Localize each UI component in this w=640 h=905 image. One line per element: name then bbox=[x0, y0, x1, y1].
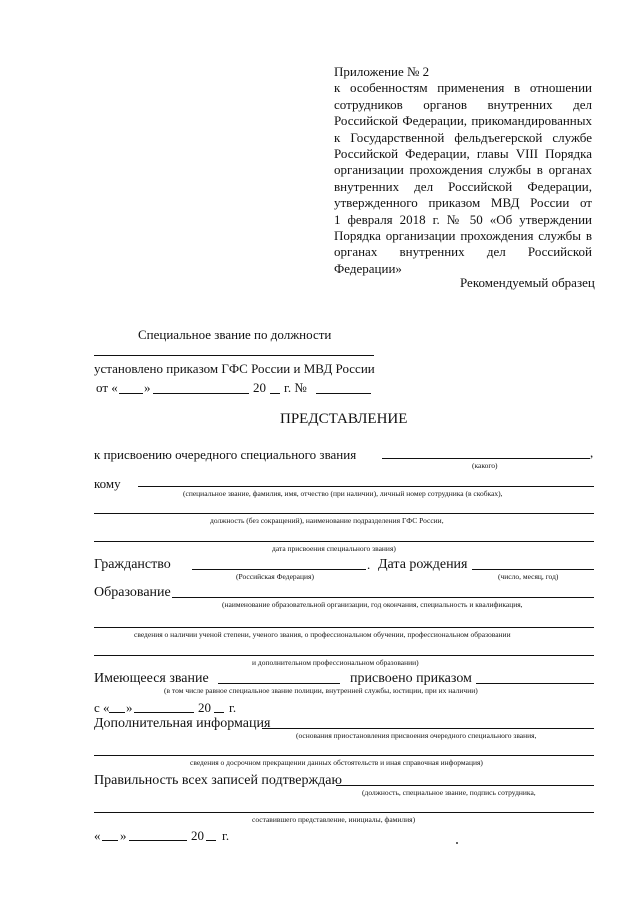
speck-mark bbox=[456, 842, 458, 844]
from-year-suffix: г. № bbox=[284, 380, 307, 395]
from-day-line[interactable] bbox=[119, 393, 143, 394]
degree-line[interactable] bbox=[94, 627, 594, 628]
caption-date-assigned: дата присвоения специального звания) bbox=[272, 544, 396, 553]
existing-rank-label: Имеющееся звание bbox=[94, 671, 209, 686]
caption-compiler: составившего представление, инициалы, фамилия) bbox=[252, 815, 416, 824]
c-month-line[interactable] bbox=[134, 712, 194, 713]
established-by-order: установлено приказом ГФС России и МВД России bbox=[94, 361, 375, 376]
which-rank-line[interactable] bbox=[382, 458, 590, 459]
appendix-line: сотрудников органов внутренних дел bbox=[334, 96, 592, 112]
caption-dmy: (число, месяц, год) bbox=[498, 572, 559, 581]
from-year-line[interactable] bbox=[270, 393, 280, 394]
c-year-suffix: г. bbox=[229, 700, 237, 715]
appendix-title: Приложение № 2 bbox=[334, 64, 430, 79]
education-label: Образование bbox=[94, 585, 171, 600]
compiler-line[interactable] bbox=[94, 812, 594, 813]
caption-additional-edu: и дополнительном профессиональном образовании) bbox=[252, 658, 419, 667]
assign-rank-label: к присвоению очередного специального звания bbox=[94, 447, 357, 462]
to-whom-line[interactable] bbox=[138, 486, 594, 487]
bottom-month-line[interactable] bbox=[129, 840, 187, 841]
confirm-label: Правильность всех записей подтверждаю bbox=[94, 773, 342, 788]
assigned-by-order-label: присвоено приказом bbox=[350, 671, 472, 686]
appendix-line: к Государственной фельдъегерской службе bbox=[334, 129, 592, 145]
appendix-line: Порядка организации прохождения службы в bbox=[334, 228, 592, 244]
appendix-line: Федерации» bbox=[334, 260, 402, 276]
birth-date-line[interactable] bbox=[472, 569, 594, 570]
caption-degree: сведения о наличии ученой степени, ученого звания, о профессиональном обучении, профессиональном образовании bbox=[134, 630, 511, 639]
early-termination-line[interactable] bbox=[94, 755, 594, 756]
assigned-order-line[interactable] bbox=[476, 683, 594, 684]
sample-label: Рекомендуемый образец bbox=[460, 275, 595, 290]
appendix-line: внутренних дел Российской Федерации, bbox=[334, 178, 592, 194]
page-title: ПРЕДСТАВЛЕНИЕ bbox=[280, 411, 408, 427]
bottom-year-suffix: г. bbox=[222, 828, 230, 843]
appendix-line: органах внутренних дел Российской bbox=[334, 244, 592, 260]
bottom-open-quote: « bbox=[94, 828, 101, 843]
bottom-year-line[interactable] bbox=[206, 840, 216, 841]
caption-rank-name: (специальное звание, фамилия, имя, отчество (при наличии), личный номер сотрудника (в скобках), bbox=[183, 489, 503, 498]
c-year: 20 bbox=[198, 700, 211, 715]
comma: , bbox=[590, 445, 594, 460]
from-quote-close: » bbox=[144, 380, 151, 395]
appendix-line: Российской Федерации, прикомандированных bbox=[334, 113, 592, 129]
from-number-line[interactable] bbox=[316, 393, 371, 394]
education-line[interactable] bbox=[172, 597, 594, 598]
confirm-line[interactable] bbox=[336, 785, 594, 786]
appendix-block bbox=[334, 64, 592, 277]
existing-rank-line[interactable] bbox=[218, 683, 340, 684]
from-month-line[interactable] bbox=[153, 393, 249, 394]
c-prefix: с « bbox=[94, 700, 110, 715]
caption-equal-rank: (в том числе равное специальное звание полиции, внутренней службы, юстиции, при их наличии) bbox=[164, 686, 478, 695]
caption-suspension: (основания приостановления присвоения очередного специального звания, bbox=[296, 731, 537, 740]
from-prefix: от « bbox=[96, 380, 118, 395]
caption-position: должность (без сокращений), наименование подразделения ГФС России, bbox=[210, 516, 444, 525]
bottom-year: 20 bbox=[191, 828, 204, 843]
position-line[interactable] bbox=[94, 513, 594, 514]
c-year-line[interactable] bbox=[214, 712, 224, 713]
appendix-line: к особенностям применения в отношении bbox=[334, 80, 592, 96]
date-assigned-line[interactable] bbox=[94, 541, 594, 542]
appendix-line: организации прохождения службы в органах bbox=[334, 162, 592, 178]
citizenship-line[interactable] bbox=[192, 569, 366, 570]
caption-rf: (Российская Федерация) bbox=[236, 572, 314, 581]
caption-edu-org: (наименование образовательной организации, год окончания, специальность и квалификация, bbox=[222, 600, 523, 609]
caption-position-signature: (должность, специальное звание, подпись сотрудника, bbox=[362, 788, 536, 797]
period: . bbox=[367, 557, 371, 572]
from-year: 20 bbox=[253, 380, 266, 395]
caption-which: (какого) bbox=[472, 461, 498, 470]
citizenship-label: Гражданство bbox=[94, 557, 171, 572]
rank-line[interactable] bbox=[94, 355, 374, 356]
bottom-close-quote: » bbox=[120, 828, 127, 843]
to-whom-label: кому bbox=[94, 476, 121, 491]
c-quote-close: » bbox=[126, 700, 133, 715]
additional-edu-line[interactable] bbox=[94, 655, 594, 656]
bottom-day-line[interactable] bbox=[102, 840, 118, 841]
additional-info-line[interactable] bbox=[262, 728, 594, 729]
caption-early-termination: сведения о досрочном прекращении данных обстоятельств и иная справочная информация) bbox=[190, 758, 483, 767]
appendix-line: 1 февраля 2018 г. № 50 «Об утверждении bbox=[334, 211, 592, 227]
c-day-line[interactable] bbox=[109, 712, 125, 713]
appendix-line: Российской Федерации, главы VIII Порядка bbox=[334, 146, 592, 162]
appendix-line: утвержденного приказом МВД России от bbox=[334, 195, 592, 211]
special-rank-label: Специальное звание по должности bbox=[138, 327, 332, 342]
birth-date-label: Дата рождения bbox=[378, 557, 468, 572]
additional-info-label: Дополнительная информация bbox=[94, 716, 271, 731]
